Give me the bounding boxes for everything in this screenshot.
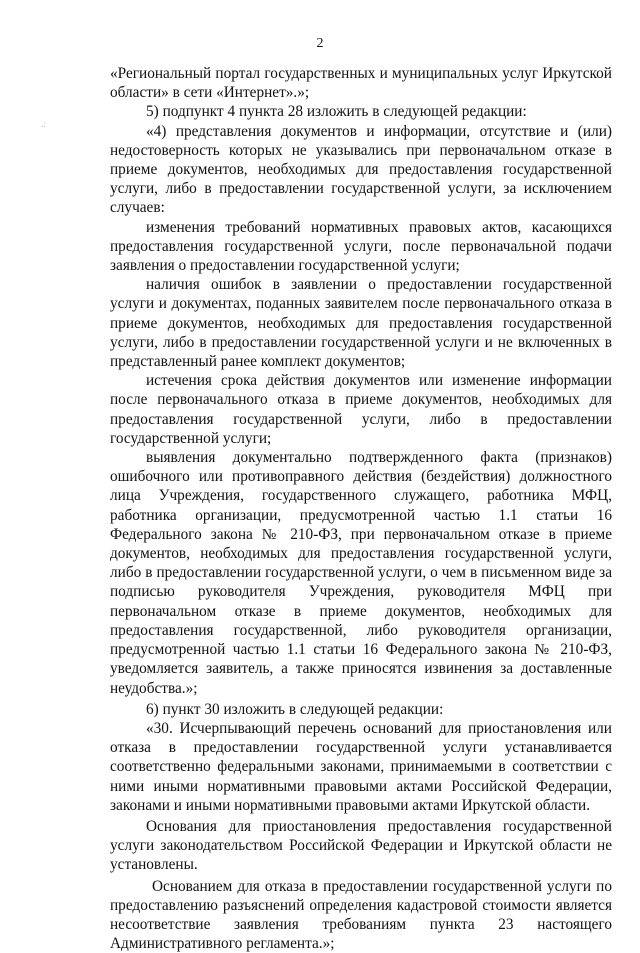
paragraph-point-30: «30. Исчерпывающий перечень оснований для приостановления или отказа в предоставлении государственной услуги устанавливается соответственно федеральными законами, принимаемыми в соответствии с ними иными нормативными правовыми актами Российской Федерации, законами и иными нормативными правовыми актами Иркутской области. [110, 719, 612, 814]
paragraph-portal-name: «Региональный портал государственных и муниципальных услуг Иркутской области» в сети «Интернет».»; [110, 65, 612, 102]
paragraph-subitem-4: «4) представления документов и информации, отсутствие и (или) недостоверность которых не указывались при первоначальном отказе в приеме документов, необходимых для предоставления государственной услуги, либо в предоставлении государственной услуги, за исключением случаев: [110, 122, 612, 217]
paragraph-item-6: 6) пункт 30 изложить в следующей редакции: [146, 700, 444, 718]
paragraph-exception-1: изменения требований нормативных правовых актов, касающихся предоставления государственной услуги, после первоначальной подачи заявления о предоставлении государственной услуги; [110, 218, 612, 275]
paragraph-exception-2: наличия ошибок в заявлении о предоставлении государственной услуги и документах, поданных заявителем после первоначального отказа в приеме документов, необходимых для предоставления государственной услуги, либо в предоставлении государственной услуги и не включенных в представленный ранее комплект документов; [110, 276, 612, 371]
document-body [110, 64, 612, 953]
paragraph-suspension-grounds: Основания для приостановления предоставления государственной услуги законодательством Российской Федерации и Иркутской области не установлены. [110, 817, 612, 874]
paragraph-refusal-grounds: Основанием для отказа в предоставлении государственной услуги по предоставлению разъяснений определения кадастровой стоимости является несоответствие заявления требованиям пункта 23 настоящего Административного регламента.»; [110, 877, 612, 953]
margin-mark: .: [41, 119, 46, 129]
page-number: 2 [316, 36, 324, 51]
paragraph-exception-4: выявления документально подтвержденного факта (признаков) ошибочного или противоправного действия (бездействия) должностного лица Учреждения, государственного служащего, работника МФЦ, работника организации, предусмотренной частью 1.1 статьи 16 Федерального закона № 210-ФЗ, при первоначальном отказе в приеме документов, необходимых для предоставления государственной услуги, либо в предоставлении государственной услуги, о чем в письменном виде за подписью руководителя Учреждения, руководителя МФЦ при первоначальном отказе в приеме документов, необходимых для предоставления государственной, либо руководителя организации, предусмотренной частью 1.1 статьи 16 Федерального закона № 210-ФЗ, уведомляется заявитель, а также приносятся извинения за доставленные неудобства.»; [110, 449, 612, 697]
paragraph-exception-3: истечения срока действия документов или изменение информации после первоначального отказа в приеме документов, необходимых для предоставления государственной услуги, либо в предоставлении государственной услуги; [110, 372, 612, 447]
paragraph-item-5: 5) подпункт 4 пункта 28 изложить в следующей редакции: [146, 103, 527, 121]
